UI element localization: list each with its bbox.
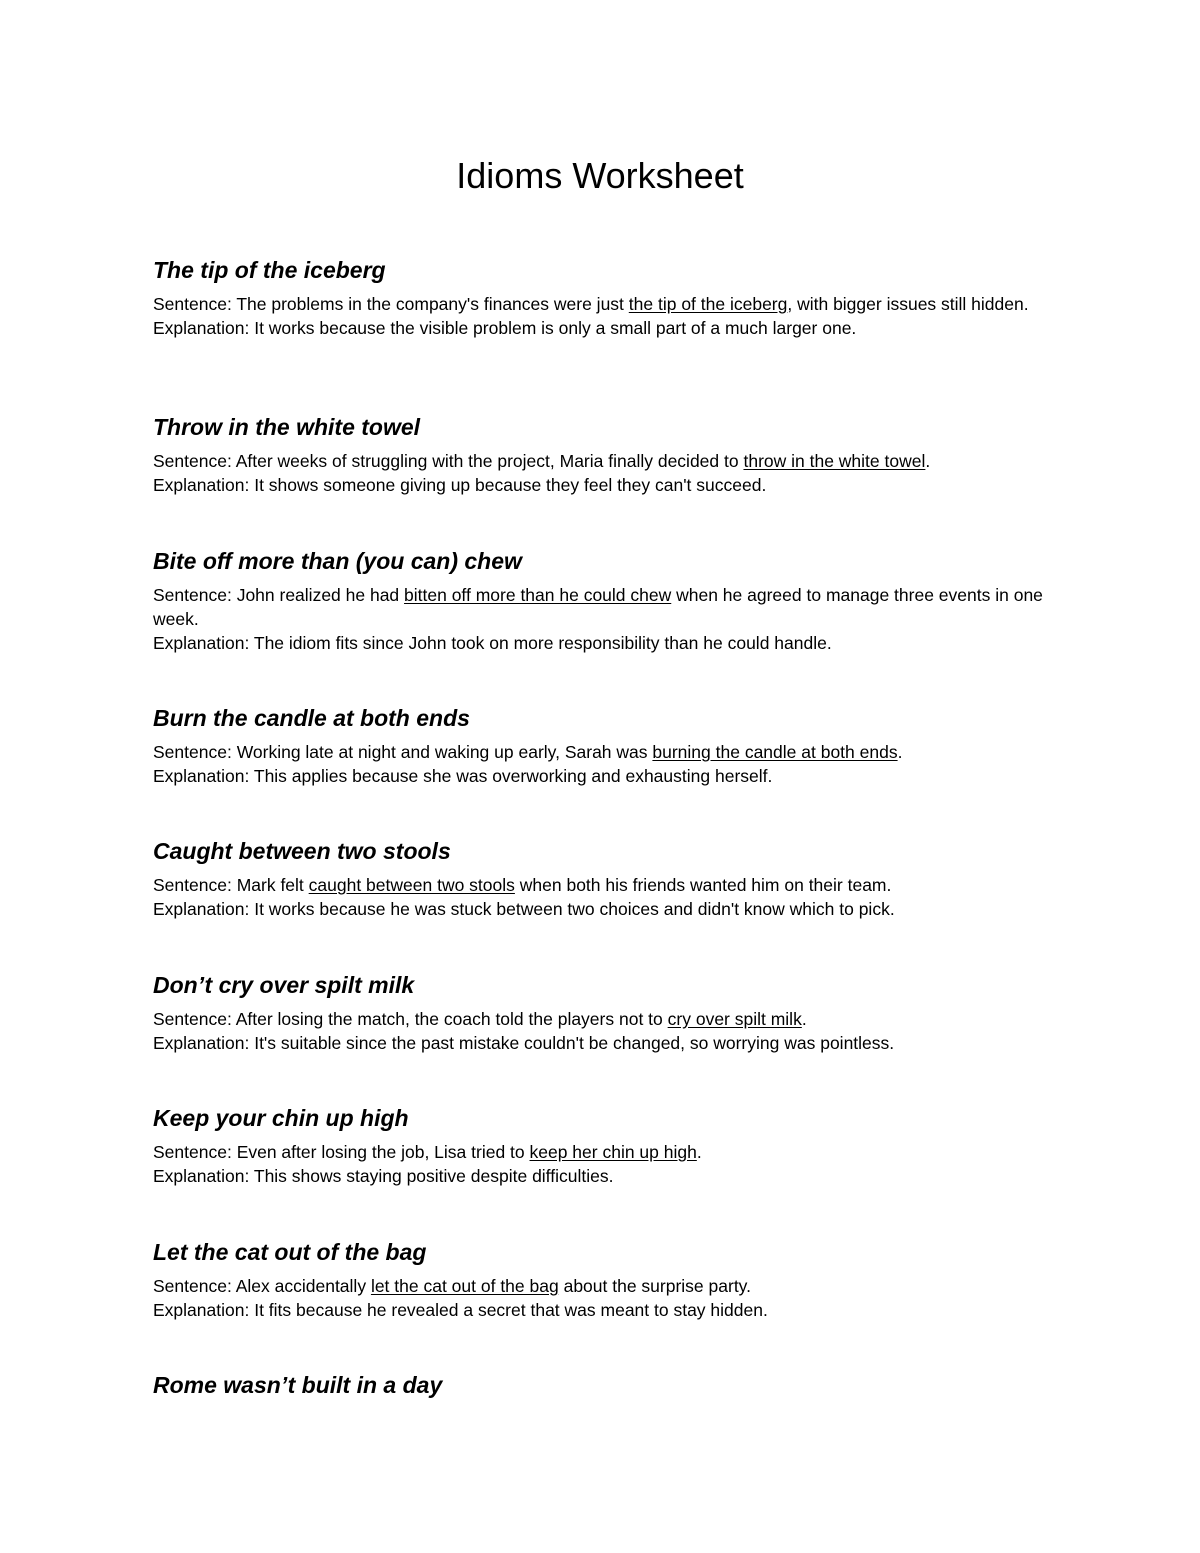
sentence-line [153, 1274, 1053, 1298]
explanation-text: It works because the visible problem is only a small part of a much larger one. [254, 318, 857, 338]
explanation-text: It fits because he revealed a secret that was meant to stay hidden. [254, 1300, 768, 1320]
sentence-label: Sentence: [153, 585, 232, 605]
sentence-text: . [925, 451, 931, 471]
sentence-line [153, 1140, 1053, 1164]
explanation-label: Explanation: [153, 475, 250, 495]
idiom-phrase: throw in the white towel [743, 451, 926, 471]
idiom-heading: Keep your chin up high [153, 1105, 409, 1131]
explanation-label: Explanation: [153, 899, 250, 919]
sentence-text: . [696, 1142, 702, 1162]
explanation-line [153, 897, 1053, 921]
idiom-entry [153, 256, 1053, 340]
sentence-text: After weeks of struggling with the project, Maria finally decided to [235, 451, 744, 471]
sentence-text: Mark felt [236, 875, 309, 895]
sentence-label: Sentence: [153, 875, 232, 895]
explanation-label: Explanation: [153, 1033, 250, 1053]
explanation-label: Explanation: [153, 1166, 250, 1186]
sentence-text: After losing the match, the coach told the players not to [235, 1009, 668, 1029]
idiom-phrase: keep her chin up high [529, 1142, 697, 1162]
sentence-text: Alex accidentally [235, 1276, 371, 1296]
sentence-label: Sentence: [153, 451, 232, 471]
explanation-line [153, 1164, 1053, 1188]
idiom-heading: The tip of the iceberg [153, 257, 386, 283]
idiom-entry [153, 704, 1053, 788]
explanation-line [153, 631, 1053, 655]
explanation-text: It shows someone giving up because they feel they can't succeed. [254, 475, 767, 495]
idiom-entry [153, 413, 1053, 497]
sentence-line [153, 873, 1053, 897]
sentence-text: when both his friends wanted him on their team. [514, 875, 892, 895]
explanation-line [153, 764, 1053, 788]
idiom-phrase: cry over spilt milk [667, 1009, 802, 1029]
idiom-phrase: the tip of the iceberg [628, 294, 788, 314]
idiom-phrase: caught between two stools [308, 875, 515, 895]
idiom-phrase: let the cat out of the bag [370, 1276, 559, 1296]
explanation-label: Explanation: [153, 766, 250, 786]
idiom-heading: Rome wasn’t built in a day [153, 1372, 443, 1398]
idiom-entry [153, 1238, 1053, 1322]
sentence-label: Sentence: [153, 1142, 232, 1162]
explanation-label: Explanation: [153, 318, 250, 338]
idiom-phrase: burning the candle at both ends [652, 742, 898, 762]
explanation-text: It works because he was stuck between two choices and didn't know which to pick. [254, 899, 895, 919]
sentence-label: Sentence: [153, 742, 232, 762]
idiom-entry [153, 837, 1053, 921]
sentence-text: John realized he had [236, 585, 405, 605]
idiom-heading: Let the cat out of the bag [153, 1239, 427, 1265]
sentence-text: . [897, 742, 903, 762]
explanation-line [153, 316, 1053, 340]
sentence-line [153, 292, 1053, 316]
sentence-label: Sentence: [153, 294, 232, 314]
sentence-text: . [801, 1009, 807, 1029]
idiom-heading: Burn the candle at both ends [153, 705, 470, 731]
explanation-line [153, 1031, 1053, 1055]
sentence-text: The problems in the company's finances were just [236, 294, 629, 314]
sentence-line [153, 449, 1053, 473]
sentence-text: , with bigger issues still hidden. [787, 294, 1029, 314]
explanation-text: This shows staying positive despite difficulties. [253, 1166, 614, 1186]
idiom-heading: Bite off more than (you can) chew [153, 548, 522, 574]
explanation-text: It's suitable since the past mistake couldn't be changed, so worrying was pointless. [254, 1033, 895, 1053]
page-title: Idioms Worksheet [456, 155, 744, 196]
idiom-heading: Caught between two stools [153, 838, 451, 864]
sentence-line [153, 740, 1053, 764]
sentence-label: Sentence: [153, 1276, 232, 1296]
sentence-line [153, 583, 1053, 631]
explanation-line [153, 473, 1053, 497]
explanation-label: Explanation: [153, 1300, 250, 1320]
idiom-heading: Don’t cry over spilt milk [153, 972, 415, 998]
sentence-text: Working late at night and waking up early, Sarah was [236, 742, 653, 762]
explanation-text: The idiom fits since John took on more responsibility than he could handle. [253, 633, 832, 653]
idiom-phrase: bitten off more than he could chew [404, 585, 672, 605]
sentence-text: Even after losing the job, Lisa tried to [236, 1142, 530, 1162]
explanation-label: Explanation: [153, 633, 250, 653]
idiom-entry [153, 1104, 1053, 1188]
sentence-text: when he agreed to manage three events in one week. [153, 585, 1043, 629]
sentence-text: about the surprise party. [558, 1276, 751, 1296]
explanation-line [153, 1298, 1053, 1322]
sentence-line [153, 1007, 1053, 1031]
idiom-entry [153, 971, 1053, 1055]
sentence-label: Sentence: [153, 1009, 232, 1029]
idiom-heading: Throw in the white towel [153, 414, 421, 440]
idiom-entry [153, 1371, 1053, 1407]
idiom-entry [153, 547, 1053, 655]
explanation-text: This applies because she was overworking and exhausting herself. [253, 766, 773, 786]
